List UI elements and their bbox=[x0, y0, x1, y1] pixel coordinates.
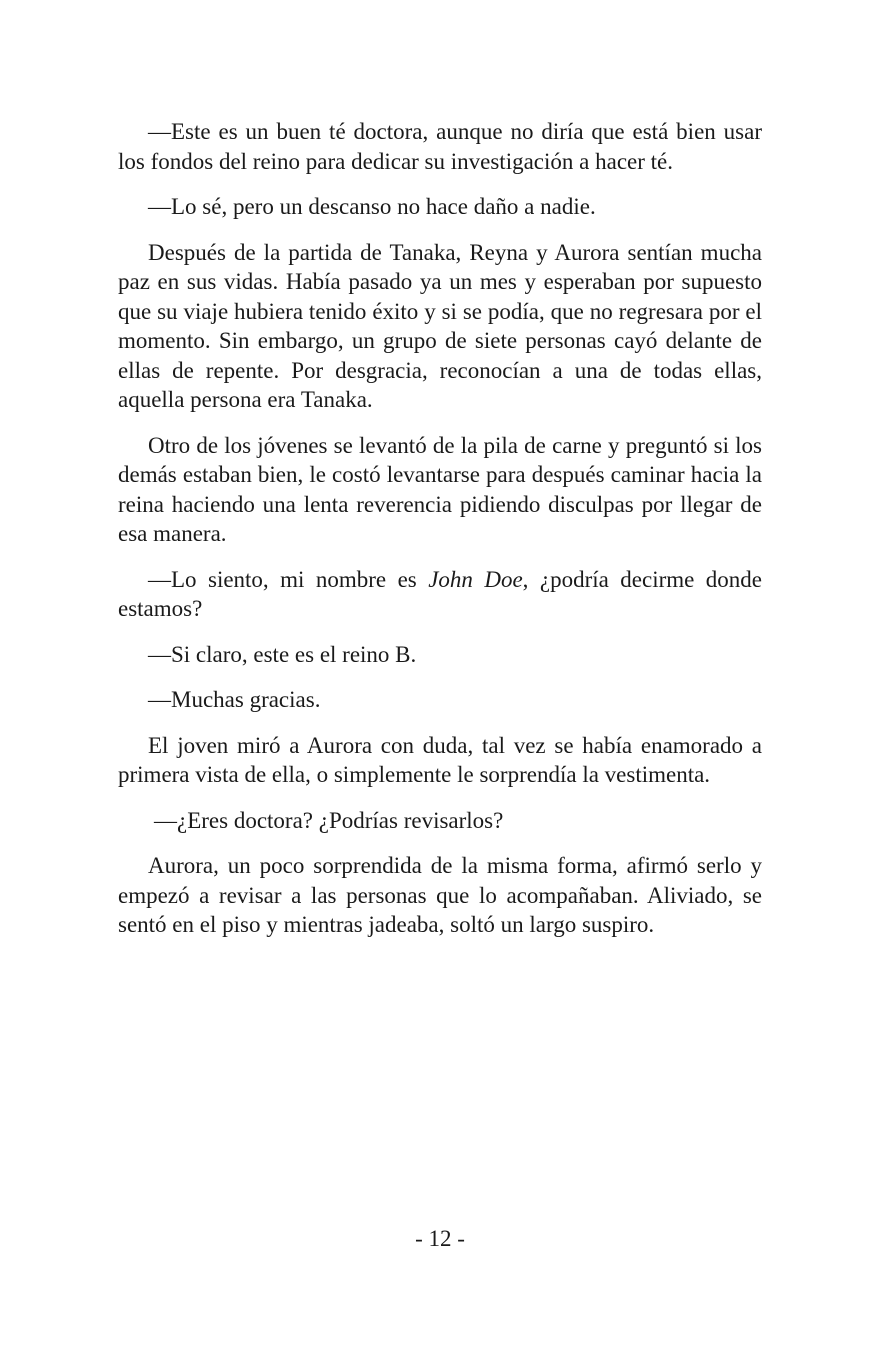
paragraph-5-after: , ¿podría decirme donde estamos? bbox=[118, 566, 763, 621]
paragraph-3: Después de la partida de Tanaka, Reyna y Aurora sentían mucha paz en sus vidas. Había pasado ya un mes y esperaban por supuesto que su viaje hubiera tenido éxito y si se podía, que no regresara por el momento. Sin embargo, un grupo de siete personas cayó delante de ellas de repente. Por desgracia, reconocían a una de todas ellas, aquella persona era Tanaka. bbox=[118, 239, 762, 412]
page-number: - 12 - bbox=[415, 1226, 465, 1251]
paragraph-7: —Muchas gracias. bbox=[148, 687, 321, 712]
paragraph-1: —Este es un buen té doctora, aunque no diría que está bien usar los fondos del reino para dedicar su investigación a hacer té. bbox=[118, 119, 762, 174]
paragraph-5-before: —Lo siento, mi nombre es bbox=[148, 566, 429, 592]
paragraph-6: —Si claro, este es el reino B. bbox=[148, 641, 417, 667]
page-body bbox=[118, 117, 762, 956]
paragraph-9: —¿Eres doctora? ¿Podrías revisarlos? bbox=[154, 807, 504, 833]
paragraph-4: Otro de los jóvenes se levantó de la pila de carne y preguntó si los demás estaban bien, le costó levantarse para después caminar hacia la reina haciendo una lenta reverencia pidiendo disculpas por llegar de esa manera. bbox=[118, 432, 762, 546]
paragraph-5 bbox=[118, 565, 762, 624]
paragraph-5-italic-name: John Doe bbox=[428, 566, 523, 592]
paragraph-8: El joven miró a Aurora con duda, tal vez se había enamorado a primera vista de ella, o simplemente le sorprendía la vestimenta. bbox=[118, 732, 762, 787]
paragraph-10: Aurora, un poco sorprendida de la misma forma, afirmó serlo y empezó a revisar a las personas que lo acompañaban. Aliviado, se sentó en el piso y mientras jadeaba, soltó un largo suspiro. bbox=[118, 853, 762, 937]
paragraph-2: —Lo sé, pero un descanso no hace daño a nadie. bbox=[148, 194, 596, 219]
